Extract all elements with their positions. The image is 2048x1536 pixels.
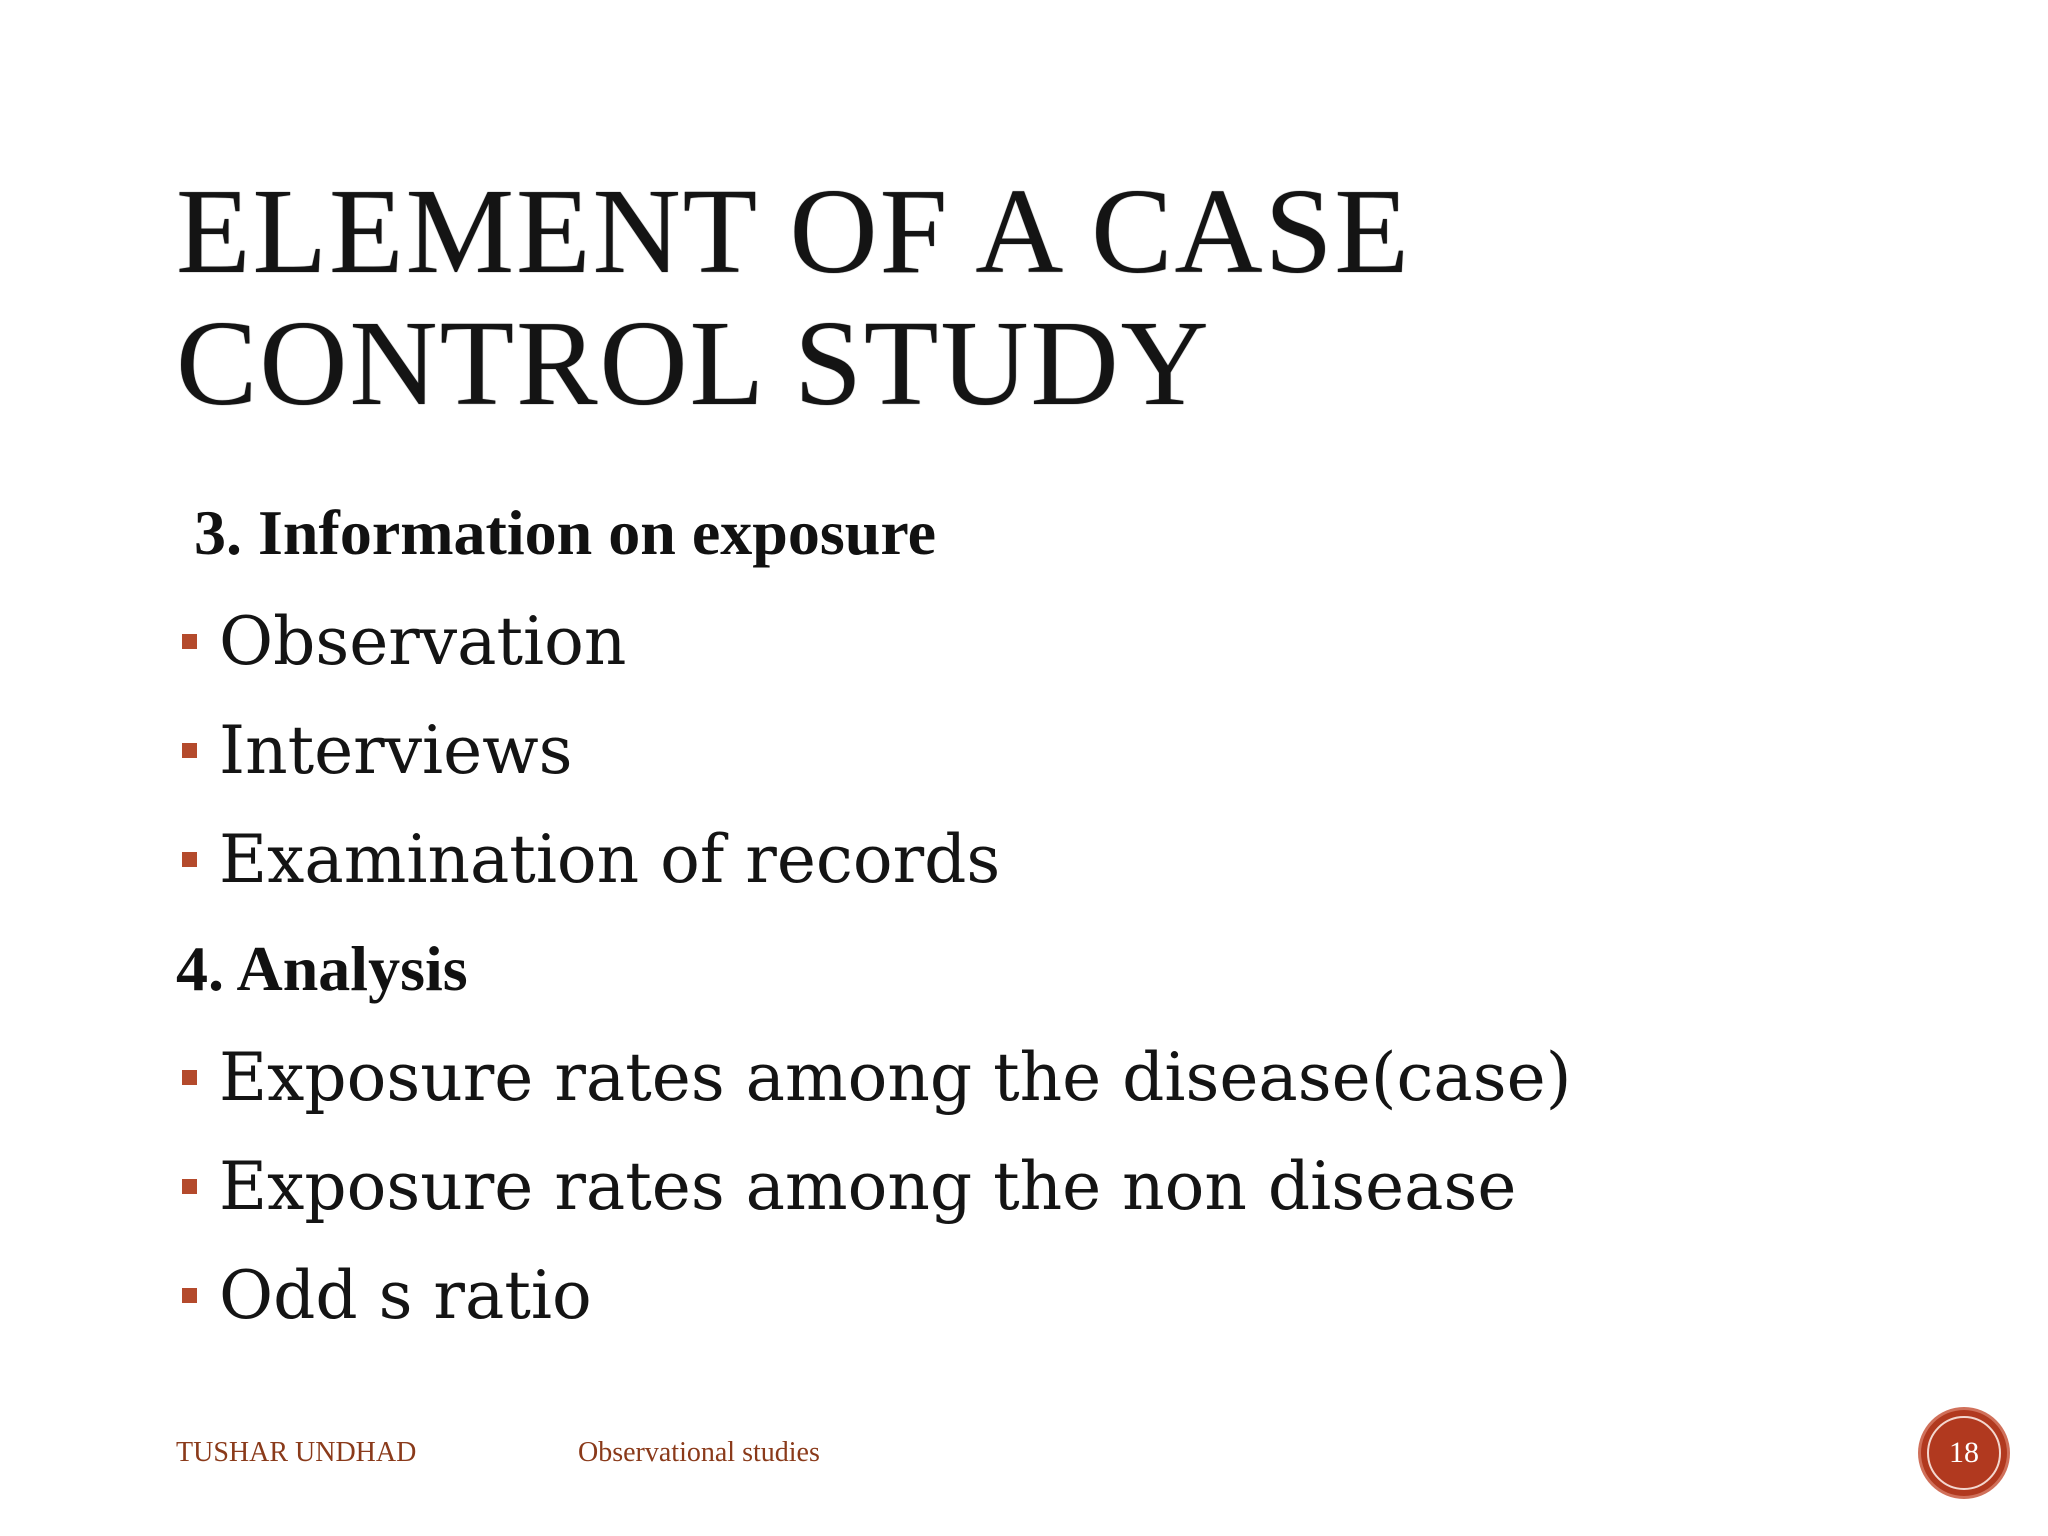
slide-title bbox=[176, 166, 1776, 430]
list-item-text: Interviews bbox=[219, 712, 573, 789]
list-item-interviews bbox=[176, 696, 1876, 805]
square-bullet-icon bbox=[182, 1179, 197, 1194]
list-item-examination-of-records bbox=[176, 805, 1876, 914]
section-heading-exposure: 3. Information on exposure bbox=[194, 497, 936, 568]
list-item-text: Examination of records bbox=[219, 821, 1001, 898]
list-item-odds-ratio bbox=[176, 1241, 1876, 1350]
square-bullet-icon bbox=[182, 743, 197, 758]
footer-author: TUSHAR UNDHAD bbox=[176, 1437, 417, 1468]
list-item-exposure-disease bbox=[176, 1023, 1876, 1132]
list-item-exposure-non-disease bbox=[176, 1132, 1876, 1241]
section-heading-analysis: 4. Analysis bbox=[176, 933, 468, 1004]
list-item-text: Exposure rates among the disease(case) bbox=[219, 1039, 1572, 1116]
list-item-text: Odd s ratio bbox=[219, 1257, 592, 1334]
square-bullet-icon bbox=[182, 1070, 197, 1085]
list-item-observation bbox=[176, 587, 1876, 696]
footer-topic: Observational studies bbox=[578, 1437, 820, 1468]
page-number-circle-icon bbox=[1921, 1410, 2007, 1496]
list-item-text: Exposure rates among the non disease bbox=[219, 1148, 1517, 1225]
square-bullet-icon bbox=[182, 634, 197, 649]
slide-title-line-1: ELEMENT OF A CASE bbox=[176, 164, 1411, 299]
slide-title-line-2: CONTROL STUDY bbox=[176, 296, 1211, 431]
list-item-text: Observation bbox=[219, 603, 627, 680]
page-number: 18 bbox=[1949, 1436, 1979, 1469]
slide-body bbox=[176, 478, 1876, 1350]
square-bullet-icon bbox=[182, 1288, 197, 1303]
square-bullet-icon bbox=[182, 852, 197, 867]
